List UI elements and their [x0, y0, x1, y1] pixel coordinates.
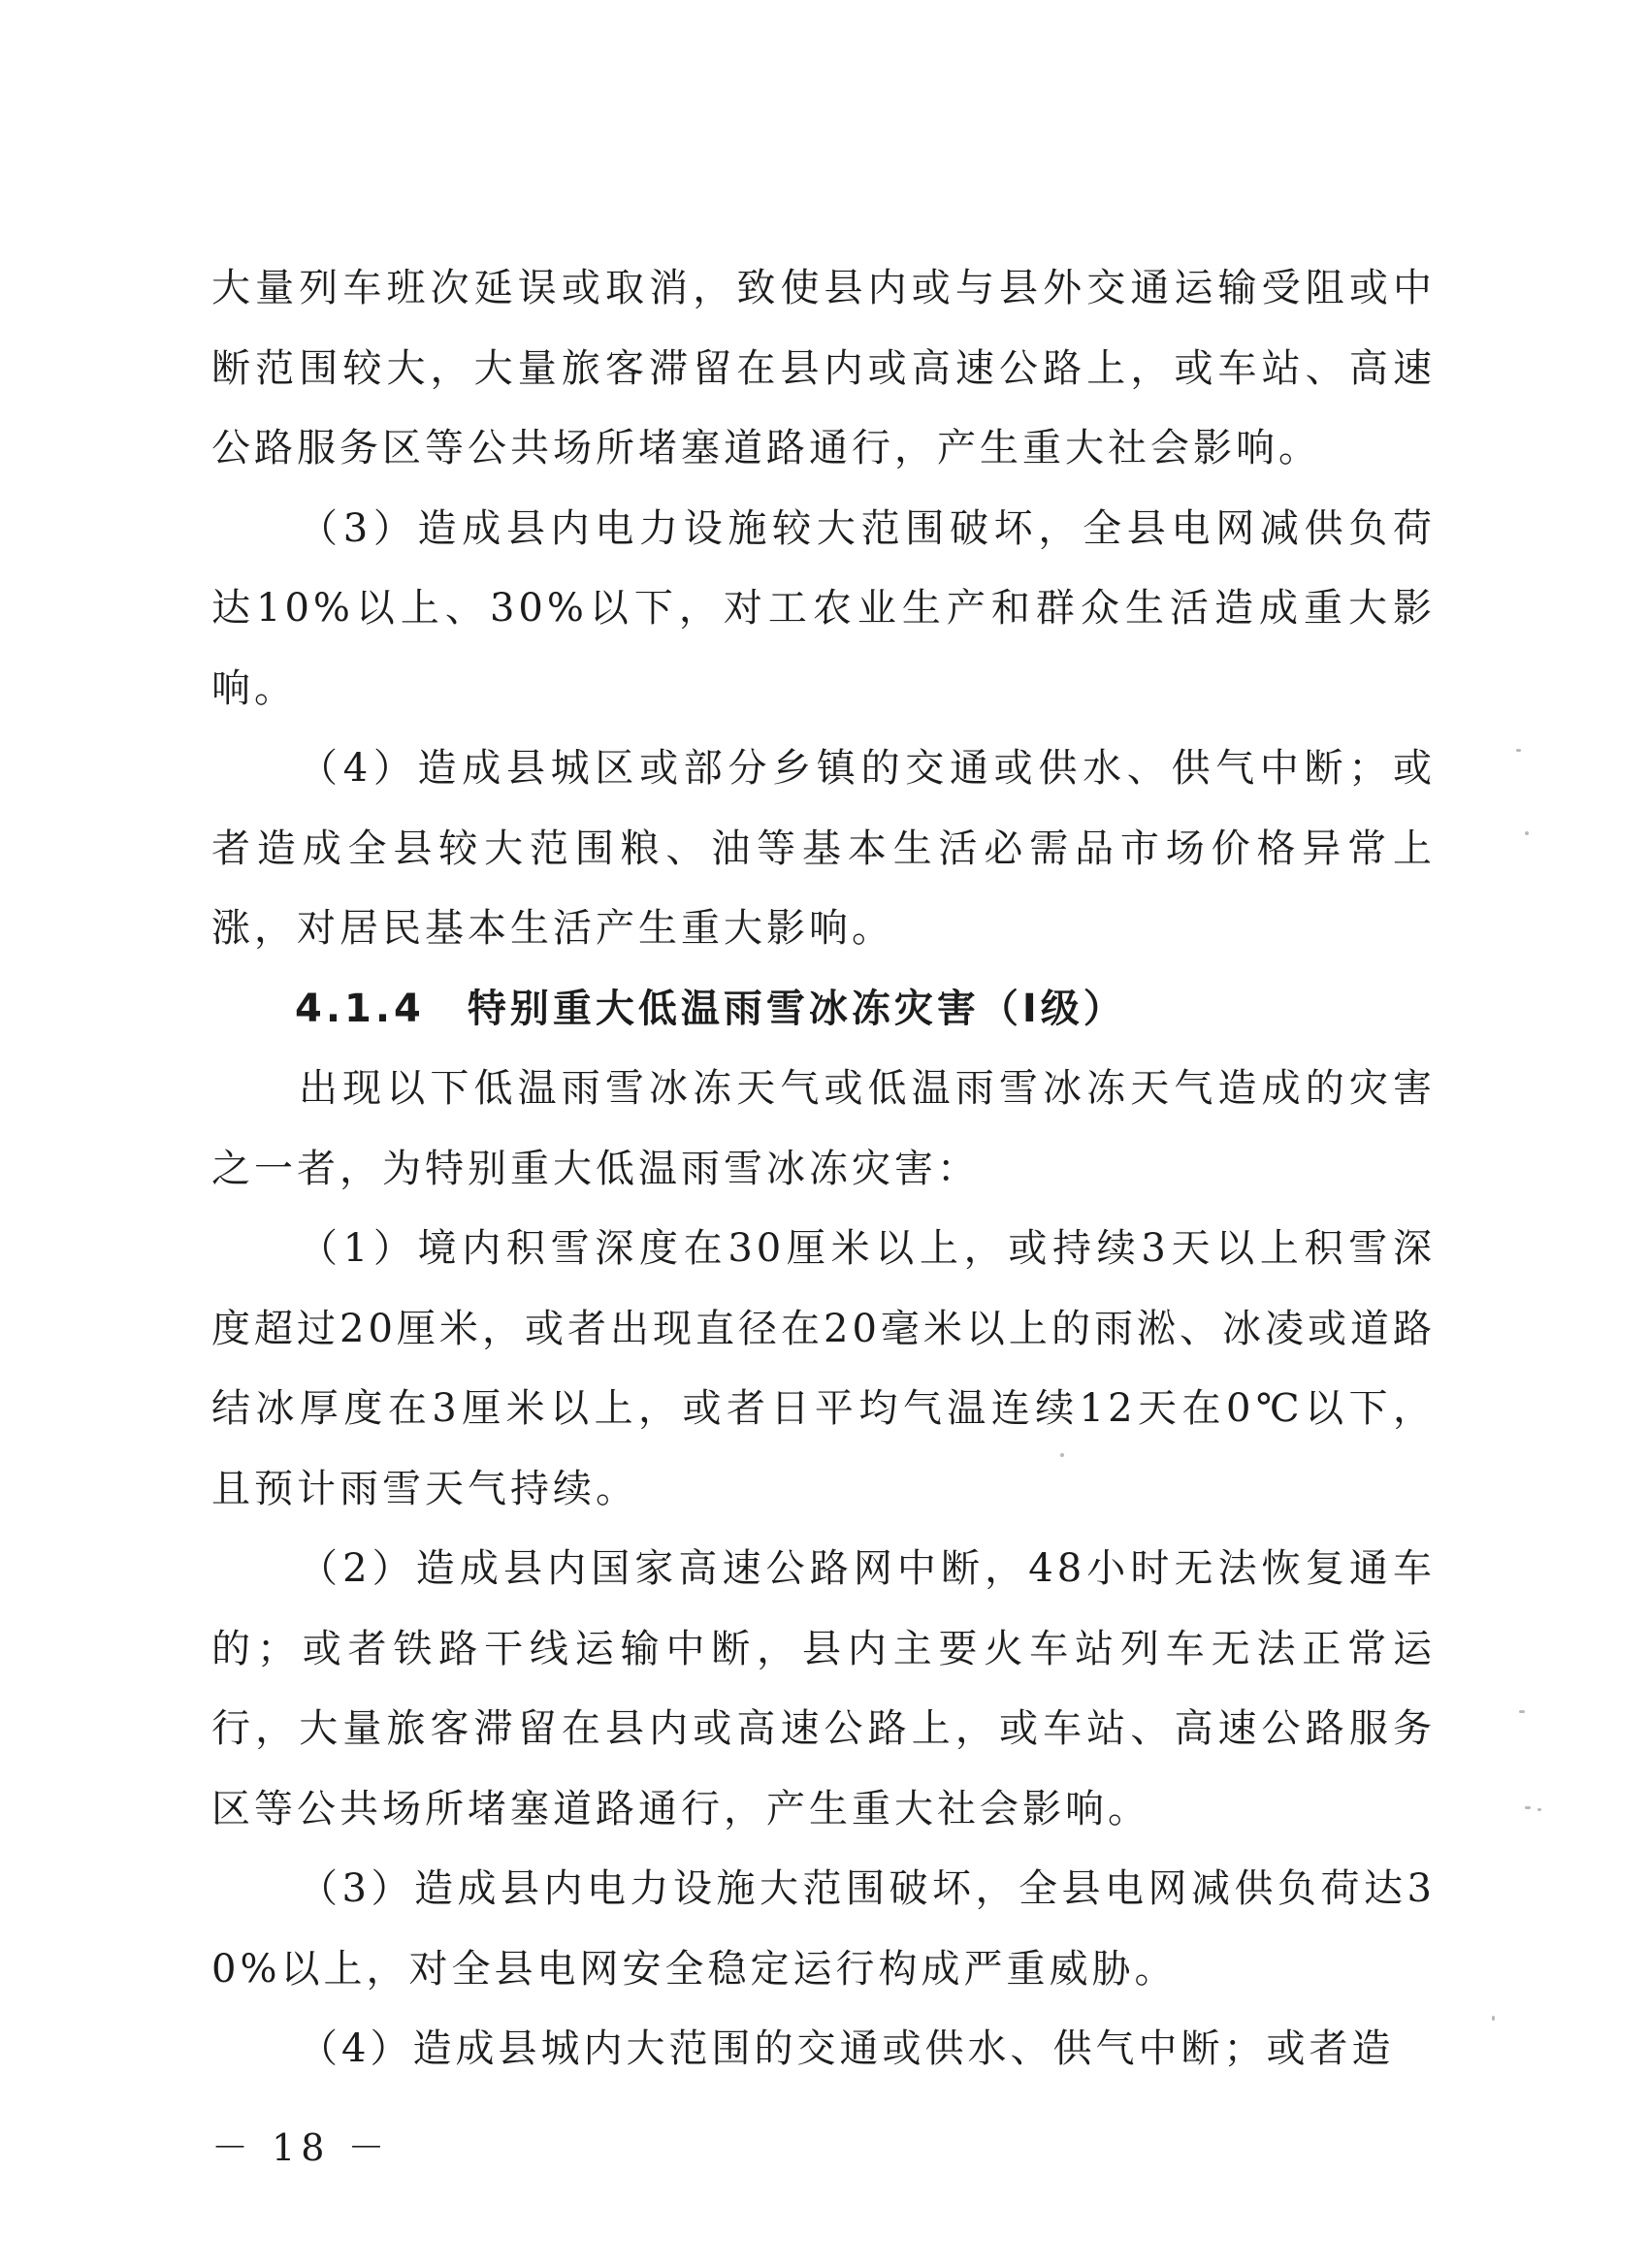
scan-speck	[1525, 1806, 1531, 1809]
page-number: － 18 －	[211, 2126, 391, 2169]
scan-speck	[1519, 1710, 1525, 1713]
scan-speck	[1516, 749, 1521, 752]
paragraph-criterion-1: （1）境内积雪深度在30厘米以上，或持续3天以上积雪深度超过20厘米，或者出现直径在20毫米以上的雨淞、冰凌或道路结冰厚度在3厘米以上，或者日平均气温连续12天在0℃以下，且预计雨雪天气持续。	[211, 1226, 1436, 1511]
section-heading: 4.1.4 特别重大低温雨雪冰冻灾害（Ⅰ级）	[295, 986, 1126, 1031]
document-body	[211, 248, 1436, 2090]
paragraph-continuation: 大量列车班次延误或取消，致使县内或与县外交通运输受阻或中断范围较大，大量旅客滞留在县内或高速公路上，或车站、高速公路服务区等公共场所堵塞道路通行，产生重大社会影响。	[211, 266, 1436, 470]
paragraph-intro: 出现以下低温雨雪冰冻天气或低温雨雪冰冻天气造成的灾害之一者，为特别重大低温雨雪冰冻灾害：	[211, 1066, 1436, 1191]
scan-speck	[1525, 831, 1529, 835]
paragraph-item-4-supply: （4）造成县城区或部分乡镇的交通或供水、供气中断；或者造成全县较大范围粮、油等基本生活必需品市场价格异常上涨，对居民基本生活产生重大影响。	[211, 746, 1436, 951]
paragraph-criterion-3: （3）造成县内电力设施大范围破坏，全县电网减供负荷达30%以上，对全县电网安全稳定运行构成严重威胁。	[211, 1866, 1436, 1992]
scan-speck	[1537, 1808, 1541, 1811]
scan-speck	[1060, 1453, 1064, 1457]
paragraph-criterion-2: （2）造成县内国家高速公路网中断，48小时无法恢复通车的；或者铁路干线运输中断，县内主要火车站列车无法正常运行，大量旅客滞留在县内或高速公路上，或车站、高速公路服务区等公共场所堵塞道路通行，产生重大社会影响。	[211, 1546, 1436, 1831]
paragraph-item-3-power: （3）造成县内电力设施较大范围破坏，全县电网减供负荷达10%以上、30%以下，对工农业生产和群众生活造成重大影响。	[211, 505, 1436, 711]
scan-speck	[1492, 2016, 1495, 2021]
paragraph-criterion-4: （4）造成县城内大范围的交通或供水、供气中断；或者造	[299, 2026, 1395, 2071]
